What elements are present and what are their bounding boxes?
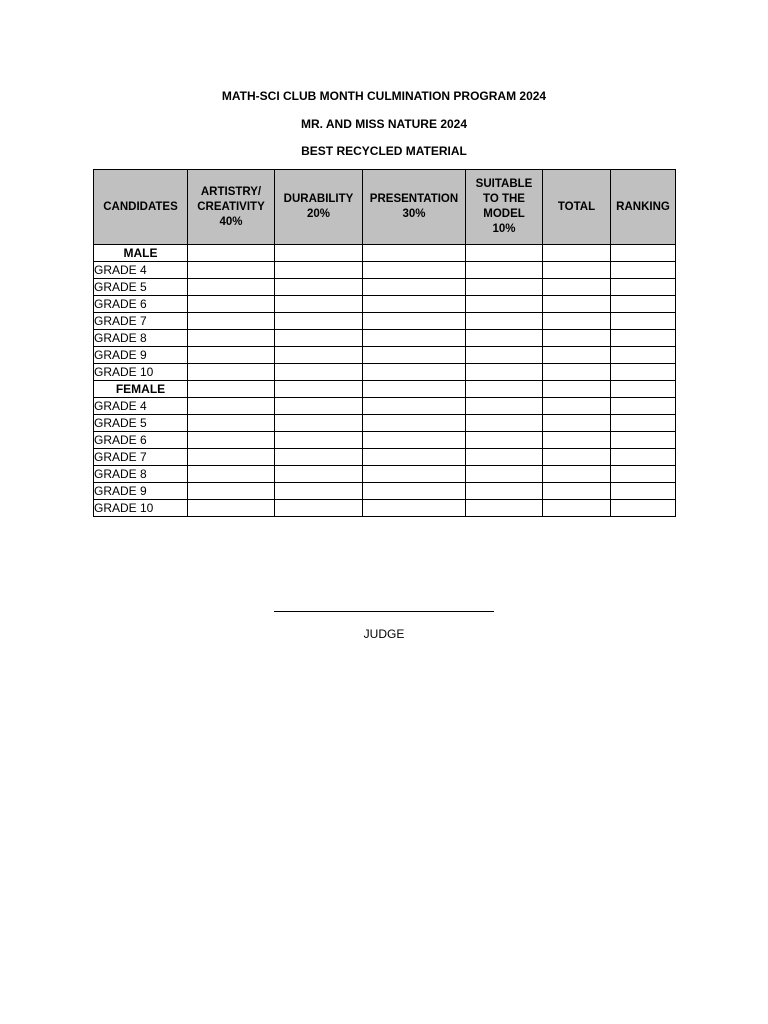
score-cell-suitable[interactable] [466,279,543,296]
score-cell-durability[interactable] [275,483,363,500]
document-category: BEST RECYCLED MATERIAL [301,144,467,158]
score-cell-presentation[interactable] [363,466,466,483]
score-cell-artistry[interactable] [188,432,275,449]
score-cell-total[interactable] [543,245,611,262]
candidate-label: GRADE 6 [94,432,188,449]
score-cell-durability[interactable] [275,262,363,279]
score-cell-total[interactable] [543,466,611,483]
score-cell-durability[interactable] [275,279,363,296]
score-cell-ranking[interactable] [611,466,676,483]
score-table-body [94,245,676,517]
score-table [93,169,676,517]
score-cell-ranking[interactable] [611,347,676,364]
document-title: MATH-SCI CLUB MONTH CULMINATION PROGRAM 2024 [221,89,547,103]
header-artistry-creativity: ARTISTRY/ CREATIVITY 40% [188,170,275,245]
score-cell-ranking[interactable] [611,500,676,517]
table-row [94,449,676,466]
signature-label: JUDGE [363,627,405,641]
score-cell-ranking[interactable] [611,415,676,432]
score-cell-total[interactable] [543,449,611,466]
table-row [94,466,676,483]
candidate-label: GRADE 8 [94,330,188,347]
table-row [94,364,676,381]
score-cell-presentation[interactable] [363,279,466,296]
score-cell-presentation[interactable] [363,330,466,347]
score-cell-total[interactable] [543,398,611,415]
score-cell-artistry[interactable] [188,483,275,500]
candidate-label: GRADE 5 [94,415,188,432]
score-cell-total[interactable] [543,279,611,296]
group-row-male [94,245,676,262]
table-row [94,296,676,313]
header-ranking: RANKING [611,170,676,245]
score-cell-durability[interactable] [275,330,363,347]
score-cell-presentation[interactable] [363,296,466,313]
candidate-label: GRADE 6 [94,296,188,313]
score-cell-durability[interactable] [275,245,363,262]
score-cell-ranking[interactable] [611,364,676,381]
score-cell-ranking[interactable] [611,296,676,313]
score-cell-suitable[interactable] [466,381,543,398]
table-row [94,398,676,415]
candidate-label: GRADE 4 [94,398,188,415]
score-cell-durability[interactable] [275,500,363,517]
header-candidates: CANDIDATES [94,170,188,245]
candidate-label: GRADE 9 [94,347,188,364]
table-header-row [94,170,676,245]
score-cell-ranking[interactable] [611,483,676,500]
score-cell-total[interactable] [543,415,611,432]
candidate-label: GRADE 5 [94,279,188,296]
score-cell-durability[interactable] [275,449,363,466]
score-cell-artistry[interactable] [188,449,275,466]
score-cell-artistry[interactable] [188,262,275,279]
score-cell-presentation[interactable] [363,483,466,500]
group-label: MALE [94,245,188,262]
header-total: TOTAL [543,170,611,245]
score-cell-artistry[interactable] [188,245,275,262]
score-cell-ranking[interactable] [611,279,676,296]
score-cell-artistry[interactable] [188,330,275,347]
score-cell-suitable[interactable] [466,313,543,330]
score-cell-durability[interactable] [275,466,363,483]
score-cell-presentation[interactable] [363,449,466,466]
score-cell-ranking[interactable] [611,398,676,415]
score-cell-artistry[interactable] [188,313,275,330]
score-cell-durability[interactable] [275,398,363,415]
score-cell-presentation[interactable] [363,364,466,381]
candidate-label: GRADE 9 [94,483,188,500]
score-cell-suitable[interactable] [466,466,543,483]
signature-line [274,611,494,612]
score-cell-total[interactable] [543,483,611,500]
score-cell-presentation[interactable] [363,262,466,279]
table-row [94,432,676,449]
score-cell-suitable[interactable] [466,330,543,347]
score-cell-suitable[interactable] [466,245,543,262]
score-cell-artistry[interactable] [188,381,275,398]
score-cell-suitable[interactable] [466,500,543,517]
score-cell-ranking[interactable] [611,381,676,398]
score-cell-artistry[interactable] [188,415,275,432]
score-cell-durability[interactable] [275,296,363,313]
score-cell-durability[interactable] [275,432,363,449]
candidate-label: GRADE 4 [94,262,188,279]
score-cell-total[interactable] [543,296,611,313]
score-cell-presentation[interactable] [363,245,466,262]
table-row [94,347,676,364]
score-cell-suitable[interactable] [466,347,543,364]
score-cell-suitable[interactable] [466,415,543,432]
score-cell-presentation[interactable] [363,398,466,415]
group-label: FEMALE [94,381,188,398]
table-row [94,415,676,432]
header-durability: DURABILITY 20% [275,170,363,245]
header-presentation: PRESENTATION 30% [363,170,466,245]
score-cell-total[interactable] [543,347,611,364]
table-row [94,313,676,330]
score-cell-suitable[interactable] [466,398,543,415]
score-cell-ranking[interactable] [611,330,676,347]
score-cell-suitable[interactable] [466,483,543,500]
score-cell-total[interactable] [543,432,611,449]
score-cell-durability[interactable] [275,381,363,398]
score-cell-ranking[interactable] [611,449,676,466]
score-cell-total[interactable] [543,381,611,398]
candidate-label: GRADE 7 [94,449,188,466]
score-cell-durability[interactable] [275,313,363,330]
score-cell-presentation[interactable] [363,415,466,432]
score-cell-total[interactable] [543,330,611,347]
candidate-label: GRADE 10 [94,500,188,517]
table-row [94,279,676,296]
score-cell-presentation[interactable] [363,381,466,398]
score-cell-durability[interactable] [275,364,363,381]
score-cell-suitable[interactable] [466,262,543,279]
document-subtitle: MR. AND MISS NATURE 2024 [300,117,468,131]
score-cell-presentation[interactable] [363,432,466,449]
group-row-female [94,381,676,398]
score-cell-artistry[interactable] [188,364,275,381]
score-cell-suitable[interactable] [466,364,543,381]
score-cell-suitable[interactable] [466,432,543,449]
table-row [94,262,676,279]
score-cell-total[interactable] [543,500,611,517]
score-cell-suitable[interactable] [466,449,543,466]
score-cell-total[interactable] [543,262,611,279]
score-cell-ranking[interactable] [611,432,676,449]
score-cell-presentation[interactable] [363,347,466,364]
score-cell-ranking[interactable] [611,313,676,330]
header-suitable-to-the-model: SUITABLE TO THE MODEL 10% [466,170,543,245]
candidate-label: GRADE 7 [94,313,188,330]
candidate-label: GRADE 10 [94,364,188,381]
score-cell-artistry[interactable] [188,296,275,313]
score-cell-ranking[interactable] [611,262,676,279]
score-cell-total[interactable] [543,313,611,330]
score-cell-artistry[interactable] [188,279,275,296]
score-cell-artistry[interactable] [188,500,275,517]
score-cell-durability[interactable] [275,347,363,364]
score-cell-ranking[interactable] [611,245,676,262]
table-row [94,500,676,517]
table-row [94,330,676,347]
score-cell-artistry[interactable] [188,347,275,364]
score-cell-artistry[interactable] [188,466,275,483]
table-row [94,483,676,500]
candidate-label: GRADE 8 [94,466,188,483]
score-cell-presentation[interactable] [363,500,466,517]
score-cell-durability[interactable] [275,415,363,432]
score-cell-artistry[interactable] [188,398,275,415]
score-cell-total[interactable] [543,364,611,381]
score-cell-presentation[interactable] [363,313,466,330]
score-cell-suitable[interactable] [466,296,543,313]
